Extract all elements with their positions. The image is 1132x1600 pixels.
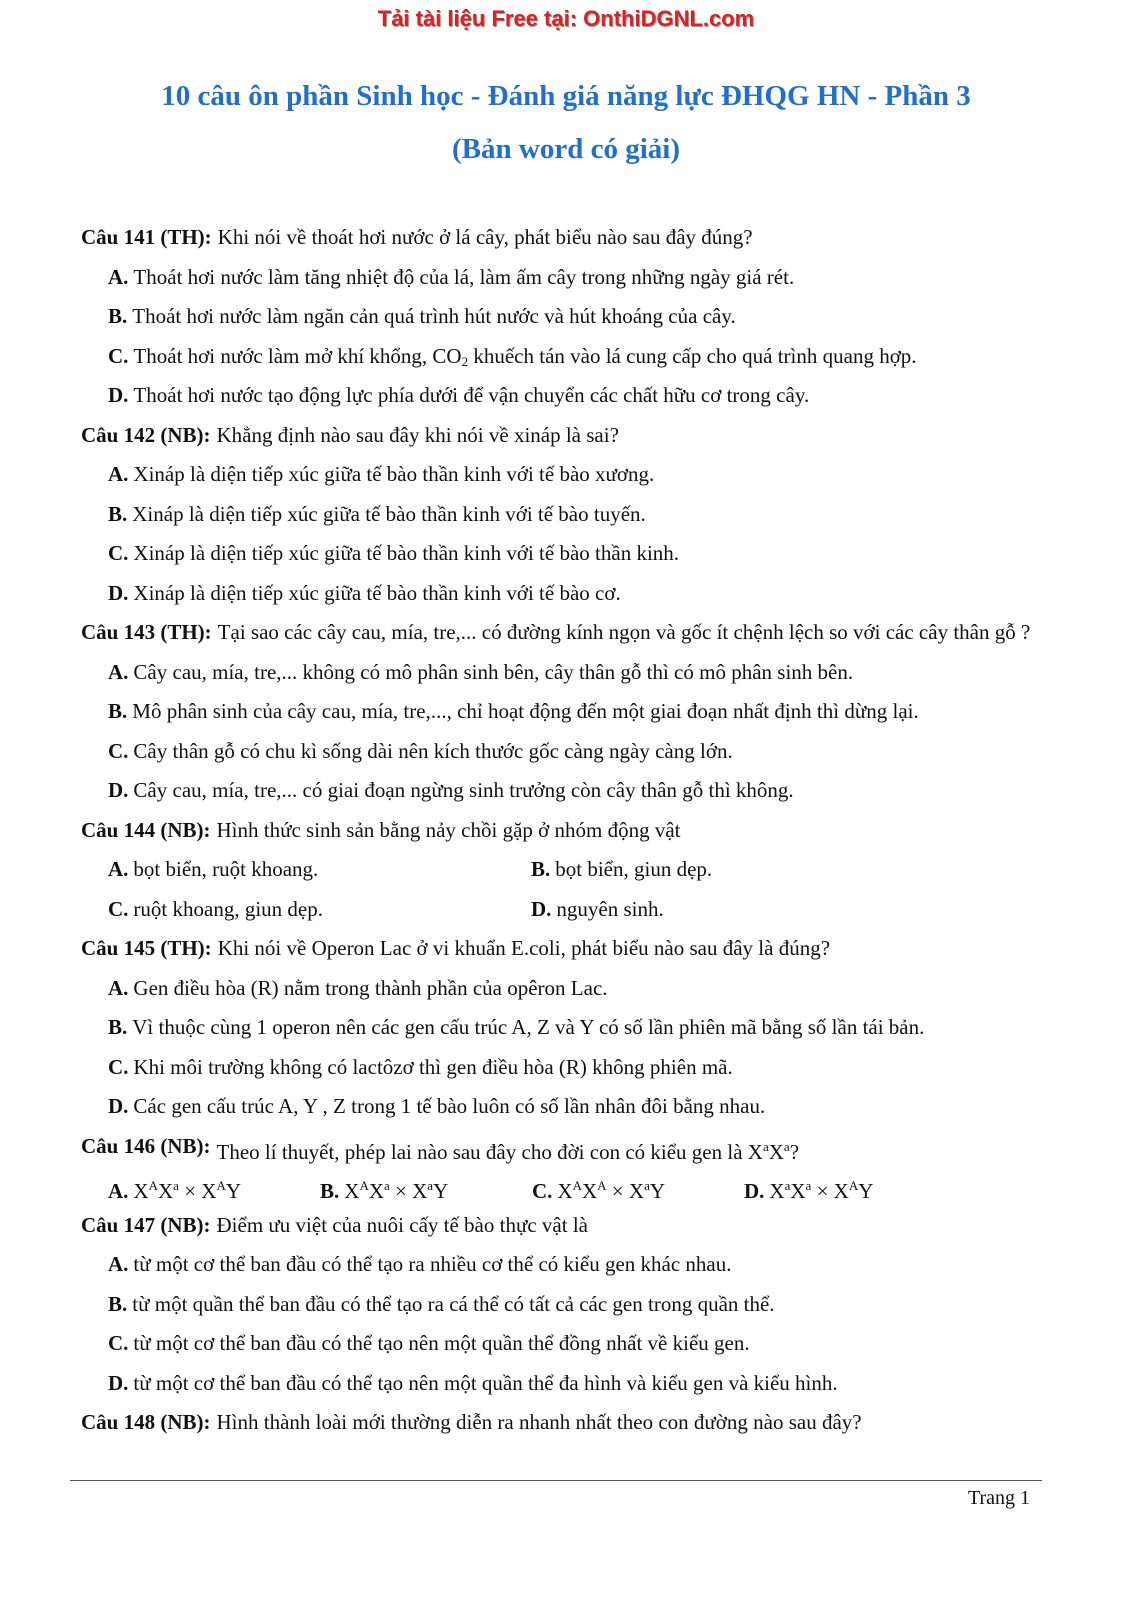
option-text: Thoát hơi nước làm tăng nhiệt độ của lá, làm ấm cây trong những ngày giá rét. bbox=[133, 264, 795, 289]
option-label: D. bbox=[108, 383, 129, 407]
option-text: nguyên sinh. bbox=[556, 896, 664, 921]
option-a bbox=[81, 455, 1051, 495]
question-147 bbox=[81, 1206, 1051, 1246]
option-d: D. $X^aX^a \times X^AY$ bbox=[744, 1178, 874, 1203]
site-banner: Tải tài liệu Free tại: OnthiDGNL.com bbox=[377, 6, 755, 31]
option-label: A. bbox=[108, 1179, 129, 1203]
option-a bbox=[81, 969, 1051, 1009]
question-label: Câu 142 (NB): bbox=[81, 422, 211, 447]
option-text: Gen điều hòa (R) nằm trong thành phần của opêron Lac. bbox=[133, 975, 608, 1000]
option-label: B. bbox=[108, 1291, 128, 1316]
question-label: Câu 145 (TH): bbox=[81, 936, 212, 960]
option-label: C. bbox=[108, 1331, 129, 1355]
option-label: A. bbox=[108, 462, 129, 486]
option-label: C. bbox=[108, 343, 129, 368]
option-d bbox=[81, 1087, 1051, 1127]
option-label: A. bbox=[108, 264, 129, 289]
option-label: C. bbox=[108, 738, 129, 763]
option-b bbox=[81, 1008, 1051, 1048]
option-c bbox=[81, 1324, 1051, 1364]
question-148 bbox=[81, 1403, 1051, 1443]
option-text-pre: Thoát hơi nước làm mở khí khổng, CO bbox=[133, 343, 462, 368]
option-text: Cây cau, mía, tre,... không có mô phân sinh bên, cây thân gỗ thì có mô phân sinh bên. bbox=[133, 659, 854, 684]
option-text: Xináp là diện tiếp xúc giữa tế bào thần kinh với tế bào thần kinh. bbox=[133, 541, 680, 565]
option-label: B. bbox=[531, 857, 551, 881]
option-c: C. $X^AX^A \times X^aY$ bbox=[532, 1178, 666, 1203]
option-b bbox=[531, 850, 954, 890]
option-c bbox=[108, 890, 531, 930]
option-text: Thoát hơi nước tạo động lực phía dưới để vận chuyển các chất hữu cơ trong cây. bbox=[133, 383, 810, 407]
question-text: Hình thành loài mới thường diễn ra nhanh nhất theo con đường nào sau đây? bbox=[216, 1410, 862, 1434]
option-label: B. bbox=[108, 1015, 128, 1039]
question-label: Câu 144 (NB): bbox=[81, 817, 211, 842]
option-c bbox=[81, 337, 1051, 377]
option-row bbox=[81, 850, 1051, 890]
option-a bbox=[81, 258, 1051, 298]
option-text: Các gen cấu trúc A, Y , Z trong 1 tế bào luôn có số lần nhân đôi bằng nhau. bbox=[133, 1094, 766, 1118]
subscript: 2 bbox=[461, 353, 469, 369]
option-b bbox=[81, 495, 1051, 535]
option-label: C. bbox=[108, 541, 129, 565]
question-text: Điểm ưu việt của nuôi cấy tế bào thực vật là bbox=[216, 1212, 588, 1237]
option-text: từ một cơ thể ban đầu có thể tạo ra nhiều cơ thể có kiểu gen khác nhau. bbox=[133, 1252, 732, 1276]
option-text: Mô phân sinh của cây cau, mía, tre,..., chỉ hoạt động đến một giai đoạn nhất định thì dừng lại. bbox=[132, 699, 919, 723]
option-text: Thoát hơi nước làm ngăn cản quá trình hút nước và hút khoáng của cây. bbox=[132, 304, 736, 328]
option-text: từ một quần thể ban đầu có thể tạo ra cá thể có tất cả các gen trong quần thể. bbox=[132, 1291, 775, 1316]
option-d bbox=[81, 771, 1051, 811]
question-label: Câu 143 (TH): bbox=[81, 620, 212, 644]
option-b bbox=[81, 297, 1051, 337]
option-a bbox=[81, 653, 1051, 693]
option-d bbox=[531, 890, 954, 930]
option-label: A. bbox=[108, 1252, 129, 1276]
question-142 bbox=[81, 416, 1051, 456]
option-text: bọt biển, ruột khoang. bbox=[133, 857, 319, 881]
option-a: A. $X^AX^a \times X^AY$ bbox=[108, 1178, 242, 1203]
question-146 bbox=[81, 1127, 1051, 1167]
option-row bbox=[81, 890, 1051, 930]
option-b bbox=[81, 1285, 1051, 1325]
option-label: C. bbox=[532, 1179, 553, 1203]
option-label: D. bbox=[744, 1179, 765, 1203]
question-text: Khi nói về thoát hơi nước ở lá cây, phát biểu nào sau đây đúng? bbox=[217, 225, 753, 249]
option-d bbox=[81, 376, 1051, 416]
question-text: Hình thức sinh sản bằng nảy chồi gặp ở nhóm động vật bbox=[216, 817, 681, 842]
option-c bbox=[81, 732, 1051, 772]
option-label: C. bbox=[108, 896, 129, 921]
option-label: D. bbox=[108, 580, 129, 605]
question-145 bbox=[81, 929, 1051, 969]
option-b: B. $X^AX^a \times X^aY$ bbox=[320, 1178, 449, 1203]
question-text: Theo lí thuyết, phép lai nào sau đây cho đời con có kiểu gen là $X^aX^a$? bbox=[216, 1138, 800, 1164]
option-d bbox=[81, 1364, 1051, 1404]
question-label: Câu 147 (NB): bbox=[81, 1212, 211, 1237]
option-text: Xináp là diện tiếp xúc giữa tế bào thần kinh với tế bào tuyến. bbox=[132, 501, 646, 526]
option-text: bọt biển, giun dẹp. bbox=[555, 857, 713, 881]
option-text: Khi môi trường không có lactôzơ thì gen điều hòa (R) không phiên mã. bbox=[133, 1054, 733, 1079]
footer-divider bbox=[70, 1480, 1042, 1481]
option-label: B. bbox=[108, 699, 128, 723]
question-text: Khẳng định nào sau đây khi nói về xináp là sai? bbox=[216, 422, 619, 447]
option-label: A. bbox=[108, 857, 129, 881]
option-text: Xináp là diện tiếp xúc giữa tế bào thần kinh với tế bào cơ. bbox=[133, 580, 621, 605]
option-text: từ một cơ thể ban đầu có thể tạo nên một quần thể đồng nhất về kiểu gen. bbox=[133, 1331, 750, 1355]
question-141 bbox=[81, 218, 1051, 258]
option-label: B. bbox=[320, 1179, 340, 1203]
option-c bbox=[81, 534, 1051, 574]
option-label: D. bbox=[108, 1094, 129, 1118]
option-text: từ một cơ thể ban đầu có thể tạo nên một quần thể đa hình và kiểu gen và kiểu hình. bbox=[133, 1370, 838, 1395]
option-b bbox=[81, 692, 1051, 732]
option-text: Cây cau, mía, tre,... có giai đoạn ngừng sinh trưởng còn cây thân gỗ thì không. bbox=[133, 778, 794, 802]
option-label: B. bbox=[108, 501, 128, 526]
option-label: D. bbox=[108, 778, 129, 802]
question-144 bbox=[81, 811, 1051, 851]
option-text-post: khuếch tán vào lá cung cấp cho quá trình quang hợp. bbox=[468, 343, 917, 368]
option-label: A. bbox=[108, 659, 129, 684]
option-a bbox=[108, 850, 531, 890]
option-text: Xináp là diện tiếp xúc giữa tế bào thần kinh với tế bào xương. bbox=[133, 462, 655, 486]
question-text: Tại sao các cây cau, mía, tre,... có đường kính ngọn và gốc ít chệnh lệch so với các cây thân gỗ ? bbox=[217, 620, 1031, 644]
question-143 bbox=[81, 613, 1051, 653]
option-c bbox=[81, 1048, 1051, 1088]
option-label: C. bbox=[108, 1054, 129, 1079]
option-text: ruột khoang, giun dẹp. bbox=[133, 896, 323, 921]
option-label: A. bbox=[108, 975, 129, 1000]
page-title: 10 câu ôn phần Sinh học - Đánh giá năng lực ĐHQG HN - Phần 3 bbox=[161, 80, 971, 112]
option-label: D. bbox=[531, 896, 552, 921]
option-text: Vì thuộc cùng 1 operon nên các gen cấu trúc A, Z và Y có số lần phiên mã bằng số lần tái bản. bbox=[132, 1015, 925, 1039]
option-label: D. bbox=[108, 1370, 129, 1395]
question-text: Khi nói về Operon Lac ở vi khuẩn E.coli, phát biểu nào sau đây là đúng? bbox=[217, 936, 831, 960]
question-list bbox=[81, 218, 1051, 1443]
page-subtitle: (Bản word có giải) bbox=[452, 133, 680, 165]
question-label: Câu 148 (NB): bbox=[81, 1410, 211, 1434]
option-label: B. bbox=[108, 304, 128, 328]
question-label: Câu 146 (NB): bbox=[81, 1133, 211, 1158]
option-d bbox=[81, 574, 1051, 614]
question-label: Câu 141 (TH): bbox=[81, 225, 212, 249]
option-text: Cây thân gỗ có chu kì sống dài nên kích thước gốc càng ngày càng lớn. bbox=[133, 738, 733, 763]
option-a bbox=[81, 1245, 1051, 1285]
option-row bbox=[81, 1166, 1051, 1206]
page-number: Trang 1 bbox=[967, 1487, 1030, 1509]
